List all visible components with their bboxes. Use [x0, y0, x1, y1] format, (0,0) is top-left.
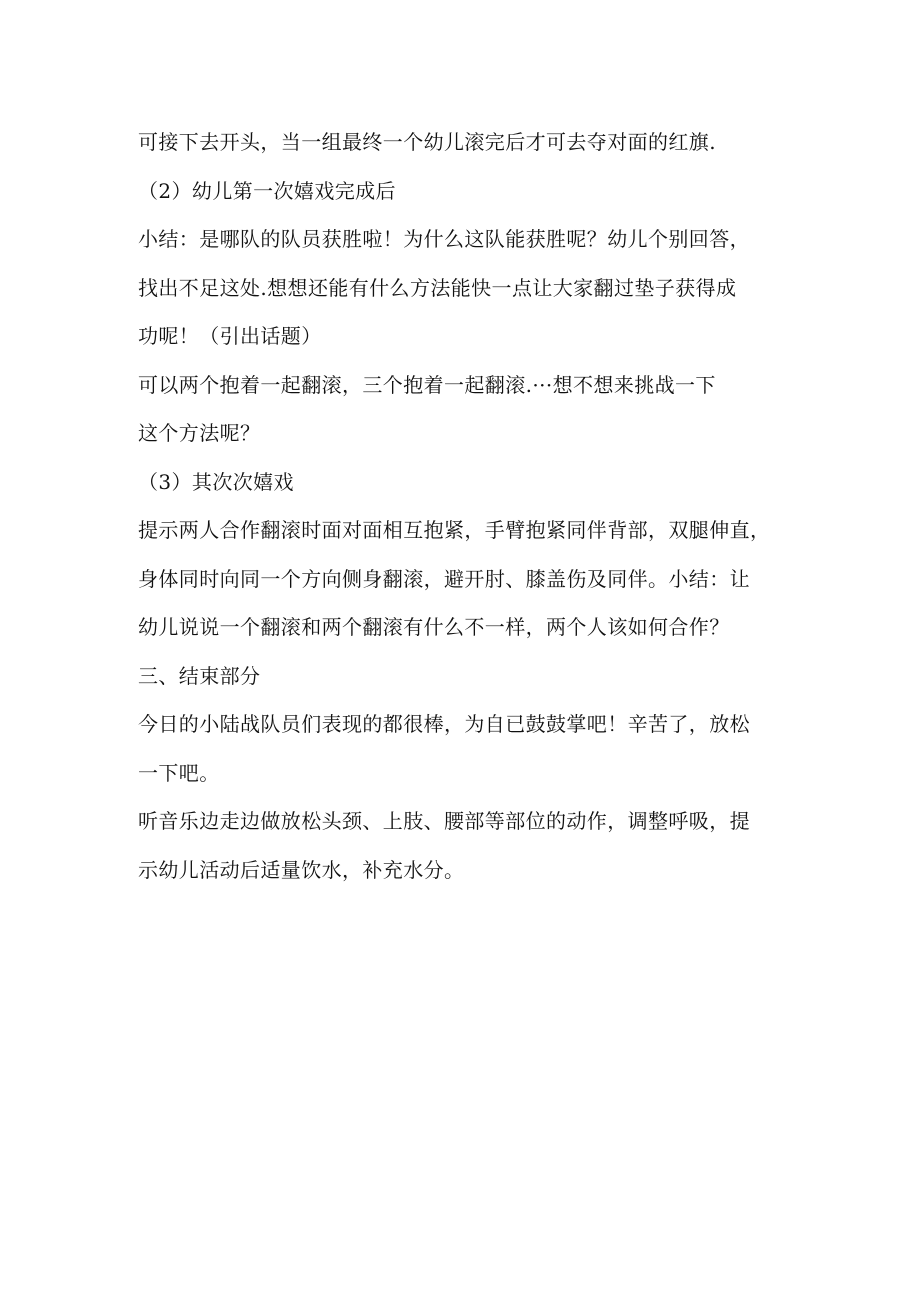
- text-line: 找出不足这处.想想还能有什么方法能快一点让大家翻过垫子获得成: [138, 275, 737, 300]
- section-heading: （2）幼儿第一次嬉戏完成后: [138, 178, 396, 203]
- text-line: 示幼儿活动后适量饮水，补充水分。: [138, 857, 465, 882]
- text-line: 提示两人合作翻滚时面对面相互抱紧，手臂抱紧同伴背部，双腿伸直，: [138, 518, 771, 542]
- text-line: 可接下去开头，当一组最终一个幼儿滚完后才可去夺对面的红旗.: [138, 130, 716, 154]
- text-line: 这个方法呢？: [138, 421, 261, 445]
- document-body: [138, 118, 798, 894]
- text-line: 一下吧。: [138, 760, 220, 785]
- section-heading: （3）其次次嬉戏: [138, 469, 294, 494]
- text-line: 身体同时向同一个方向侧身翻滚，避开肘、膝盖伤及同伴。小结：让: [138, 566, 750, 591]
- text-line: 今日的小陆战队员们表现的都很棒，为自已鼓鼓掌吧！辛苦了，放松: [138, 712, 750, 736]
- text-line: 幼儿说说一个翻滚和两个翻滚有什么不一样，两个人该如何合作？: [138, 615, 730, 639]
- text-line: 小结：是哪队的队员获胜啦！为什么这队能获胜呢？幼儿个别回答，: [138, 227, 750, 251]
- text-line: 听音乐边走边做放松头颈、上肢、腰部等部位的动作，调整呼吸，提: [138, 809, 750, 833]
- text-line: 可以两个抱着一起翻滚，三个抱着一起翻滚.···想不想来挑战一下: [138, 372, 716, 397]
- text-line: 功呢！（引出话题）: [138, 324, 322, 348]
- section-heading: 三、结束部分: [138, 663, 261, 688]
